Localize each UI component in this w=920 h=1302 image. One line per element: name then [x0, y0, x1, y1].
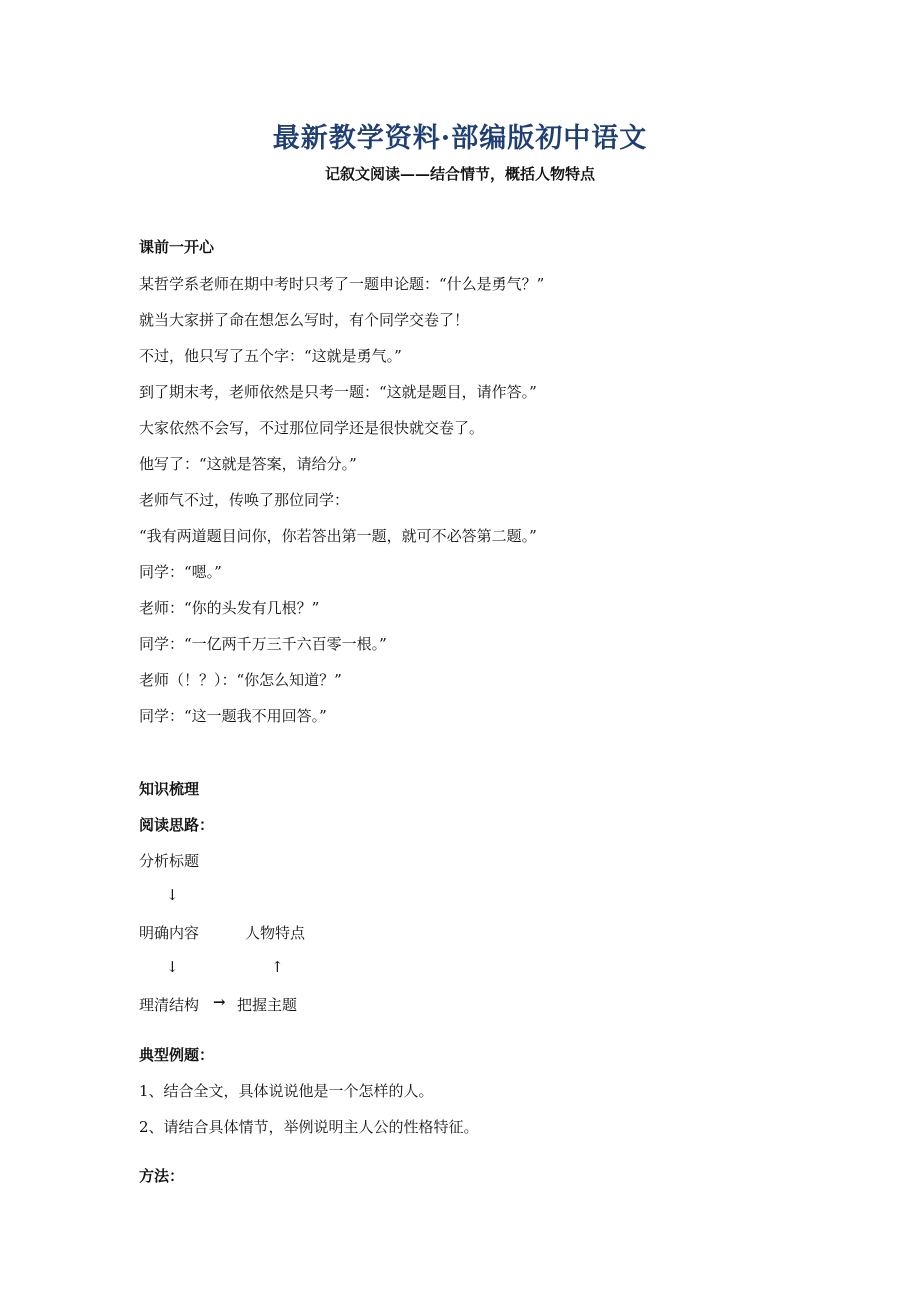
story-line: 大家依然不会写，不过那位同学还是很快就交卷了。: [139, 419, 485, 437]
story-line: “我有两道题目问你，你若答出第一题，就可不必答第二题。”: [139, 527, 537, 545]
story-line: 老师气不过，传唤了那位同学：: [139, 491, 350, 509]
arrow-right-icon: →: [213, 993, 226, 1011]
story-line: 就当大家拼了命在想怎么写时，有个同学交卷了！: [139, 311, 470, 329]
section-heading-method: 方法：: [139, 1167, 185, 1185]
story-line: 到了期末考，老师依然是只考一题：“这就是题目，请作答。”: [139, 383, 537, 401]
section-heading-examples: 典型例题：: [139, 1046, 215, 1064]
flow-step-analyze-title: 分析标题: [139, 852, 200, 870]
story-line: 同学：“一亿两千万三千六百零一根。”: [139, 635, 387, 653]
story-line: 同学：“这一题我不用回答。”: [139, 707, 327, 725]
story-line: 他写了：“这就是答案，请给分。”: [139, 455, 357, 473]
flow-step-clarify-content: 明确内容: [139, 924, 200, 942]
example-question: 1、结合全文，具体说说他是一个怎样的人。: [139, 1082, 434, 1100]
flow-step-theme: 把握主题: [237, 996, 298, 1014]
reading-approach-heading: 阅读思路：: [139, 816, 215, 834]
arrow-up-icon: ↑: [271, 958, 284, 976]
example-question: 2、请结合具体情节，举例说明主人公的性格特征。: [139, 1118, 479, 1136]
flow-step-character-traits: 人物特点: [245, 924, 306, 942]
story-line: 同学：“嗯。”: [139, 563, 222, 581]
arrow-down-icon: ↓: [166, 958, 179, 976]
story-line: 老师：“你的头发有几根？”: [139, 599, 320, 617]
page-subtitle: 记叙文阅读——结合情节，概括人物特点: [324, 165, 595, 183]
story-line: 某哲学系老师在期中考时只考了一题申论题：“什么是勇气？”: [139, 275, 545, 293]
flow-step-structure: 理清结构: [139, 996, 200, 1014]
page-title: 最新教学资料·部编版初中语文: [272, 123, 648, 154]
section-heading-warmup: 课前一开心: [139, 238, 215, 256]
arrow-down-icon: ↓: [166, 886, 179, 904]
section-heading-knowledge: 知识梳理: [139, 780, 200, 798]
story-line: 老师（！？）：“你怎么知道？”: [139, 671, 342, 689]
story-line: 不过，他只写了五个字：“这就是勇气。”: [139, 347, 402, 365]
